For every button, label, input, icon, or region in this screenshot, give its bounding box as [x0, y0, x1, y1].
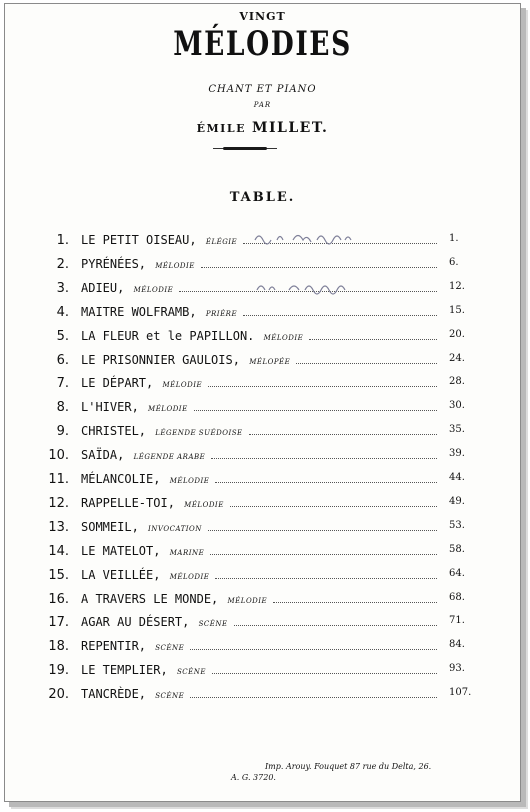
- table-row: [5, 520, 520, 542]
- leader-dots: [215, 578, 437, 579]
- leader-dots: [230, 506, 437, 507]
- table-row: [5, 329, 520, 351]
- entry-title: A TRAVERS LE MONDE,: [81, 591, 219, 606]
- leader-dots: [201, 267, 437, 268]
- entry-title: TANCRÈDE,: [81, 687, 147, 702]
- entry-title-group: [81, 663, 206, 677]
- entry-title-group: [81, 687, 184, 701]
- entry-genre: MÉLODIE: [169, 572, 210, 581]
- table-row: [5, 568, 520, 590]
- entry-number: 12.: [48, 495, 69, 511]
- entry-page-number: 84.: [449, 639, 465, 651]
- entry-title-group: [81, 424, 243, 438]
- entry-genre: MÉLODIE: [148, 405, 188, 414]
- subtitle: CHANT ET PIANO: [208, 84, 317, 95]
- leader-dots: [243, 243, 437, 244]
- entry-genre: MÉLODIE: [263, 333, 304, 342]
- leader-dots: [273, 602, 437, 603]
- entry-genre: MÉLOPÉE: [249, 357, 291, 366]
- entry-genre: SCÈNE: [198, 620, 228, 629]
- entry-title-group: [81, 639, 184, 653]
- entry-title-group: [81, 592, 267, 606]
- leader-dots: [211, 458, 437, 459]
- entry-title-group: [81, 472, 209, 486]
- table-row: [5, 233, 520, 255]
- entry-title-group: [81, 544, 204, 558]
- score-page: [4, 3, 521, 802]
- author-last-name: MILLET.: [251, 120, 329, 136]
- entry-number: 8.: [56, 400, 69, 416]
- entry-number: 19.: [48, 663, 69, 679]
- entry-genre: MÉLODIE: [155, 261, 195, 270]
- entry-genre: MÉLODIE: [133, 285, 174, 294]
- entry-genre: LÉGENDE ARABE: [133, 453, 206, 462]
- entry-page-number: 12.: [449, 280, 465, 292]
- table-row: [5, 257, 520, 279]
- entry-title-group: [81, 257, 195, 271]
- pre-title: VINGT: [239, 10, 286, 23]
- entry-title: CHRISTEL,: [81, 424, 147, 439]
- entry-title-group: [81, 376, 202, 390]
- entry-title: PYRÉNÉES,: [81, 256, 147, 271]
- entry-page-number: 6.: [449, 256, 459, 268]
- entry-page-number: 24.: [449, 352, 465, 364]
- table-row: [5, 353, 520, 375]
- entry-title: LE PETIT OISEAU,: [81, 233, 197, 247]
- entry-number: 4.: [56, 304, 69, 320]
- entry-title: LA FLEUR et le PAPILLON.: [81, 328, 255, 343]
- entry-number: 14.: [48, 543, 69, 559]
- leader-dots: [249, 434, 437, 435]
- entry-title: LE MATELOT,: [81, 543, 161, 558]
- entry-title-group: [81, 448, 205, 462]
- leader-dots: [296, 363, 437, 364]
- entry-page-number: 28.: [449, 376, 465, 388]
- leader-dots: [234, 625, 437, 626]
- table-row: [5, 376, 520, 398]
- entry-page-number: 93.: [449, 663, 465, 675]
- entry-genre: MÉLODIE: [162, 381, 203, 390]
- entry-page-number: 35.: [449, 424, 465, 436]
- entry-number: 10.: [48, 448, 69, 464]
- imprint-line: Imp. Arouy. Fouquet 87 rue du Delta, 26.: [265, 762, 432, 771]
- table-row: [5, 424, 520, 446]
- entry-number: 2.: [56, 256, 69, 272]
- entry-title: RAPPELLE-TOI,: [81, 495, 175, 510]
- entry-title-group: [81, 496, 224, 510]
- entry-page-number: 49.: [449, 495, 465, 507]
- table-row: [5, 305, 520, 327]
- table-heading: TABLE.: [229, 190, 296, 205]
- author-first-name: ÉMILE: [196, 122, 246, 135]
- entry-genre: INVOCATION: [148, 524, 202, 533]
- entry-title: LA VEILLÉE,: [81, 567, 161, 582]
- entry-page-number: 39.: [449, 448, 465, 460]
- entry-title-group: [81, 329, 303, 343]
- title-divider: [223, 147, 267, 150]
- entry-title-group: [81, 233, 237, 247]
- entry-number: 17.: [48, 615, 69, 631]
- entry-page-number: 30.: [449, 400, 465, 412]
- entry-genre: MARINE: [169, 548, 205, 557]
- table-row: [5, 448, 520, 470]
- entry-genre: LÉGENDE SUÉDOISE: [155, 429, 243, 438]
- entry-title: AGAR AU DÉSERT,: [81, 615, 190, 630]
- page-title: MÉLODIES: [173, 24, 352, 64]
- entry-genre: MÉLODIE: [184, 500, 224, 509]
- table-row: [5, 663, 520, 685]
- entry-title-group: [81, 305, 237, 319]
- entry-number: 3.: [56, 280, 69, 296]
- entry-genre: PRIÈRE: [205, 309, 238, 318]
- entry-page-number: 1.: [449, 233, 459, 244]
- author-name: [5, 120, 520, 136]
- entry-number: 5.: [56, 328, 69, 344]
- entry-page-number: 44.: [449, 472, 465, 483]
- entry-title: L'HIVER,: [81, 400, 139, 415]
- table-row: [5, 592, 520, 614]
- table-row: [5, 639, 520, 661]
- leader-dots: [212, 673, 437, 674]
- entry-page-number: 53.: [449, 519, 465, 531]
- entry-title: SOMMEIL,: [81, 519, 139, 534]
- entry-number: 16.: [48, 591, 69, 607]
- entry-page-number: 15.: [449, 304, 465, 316]
- entry-title-group: [81, 281, 173, 295]
- leader-dots: [215, 482, 437, 483]
- table-row: [5, 400, 520, 422]
- table-row: [5, 281, 520, 303]
- entry-number: 15.: [48, 567, 69, 583]
- leader-dots: [309, 339, 437, 340]
- table-row: [5, 544, 520, 566]
- entry-title: SAÏDA,: [81, 448, 125, 463]
- entry-title-group: [81, 353, 290, 367]
- entry-title-group: [81, 400, 188, 414]
- entry-number: 9.: [56, 424, 69, 440]
- entry-title-group: [81, 615, 228, 629]
- entry-page-number: 71.: [449, 615, 465, 627]
- catalogue-number: A. G. 3720.: [231, 773, 276, 782]
- entry-number: 13.: [48, 519, 69, 535]
- leader-dots: [190, 697, 437, 698]
- entry-genre: ÉLÉGIE: [205, 238, 238, 246]
- entry-number: 20.: [48, 687, 69, 703]
- leader-dots: [208, 386, 437, 387]
- entry-genre: MÉLODIE: [169, 477, 210, 485]
- entry-title: LE DÉPART,: [81, 376, 154, 391]
- entry-number: 6.: [56, 352, 69, 368]
- entry-genre: SCÈNE: [155, 644, 185, 653]
- table-row: [5, 687, 520, 709]
- entry-genre: SCÈNE: [155, 692, 185, 701]
- entry-title-group: [81, 568, 209, 582]
- entry-page-number: 58.: [449, 543, 465, 555]
- entry-number: 18.: [48, 639, 69, 655]
- entry-title: REPENTIR,: [81, 639, 147, 654]
- table-row: [5, 472, 520, 494]
- entry-title: ADIEU,: [81, 280, 125, 295]
- entry-number: 7.: [56, 376, 69, 392]
- leader-dots: [179, 291, 437, 292]
- entry-page-number: 68.: [449, 591, 465, 603]
- entry-title: LE PRISONNIER GAULOIS,: [81, 352, 240, 367]
- leader-dots: [208, 530, 437, 531]
- entry-page-number: 64.: [449, 567, 465, 579]
- entry-page-number: 20.: [449, 328, 465, 340]
- leader-dots: [194, 410, 437, 411]
- entry-title-group: [81, 520, 202, 534]
- entry-title: MÉLANCOLIE,: [81, 472, 161, 486]
- table-row: [5, 496, 520, 518]
- entry-genre: MÉLODIE: [227, 596, 268, 605]
- entry-number: 1.: [56, 233, 69, 248]
- entry-page-number: 107.: [449, 687, 472, 699]
- entry-title: LE TEMPLIER,: [81, 663, 168, 678]
- entry-title: MAITRE WOLFRAMB,: [81, 304, 197, 319]
- by-line: PAR: [253, 101, 272, 109]
- entry-number: 11.: [48, 472, 69, 487]
- leader-dots: [243, 315, 437, 316]
- entry-genre: SCÈNE: [176, 668, 206, 677]
- leader-dots: [210, 554, 437, 555]
- leader-dots: [190, 649, 437, 650]
- table-row: [5, 615, 520, 637]
